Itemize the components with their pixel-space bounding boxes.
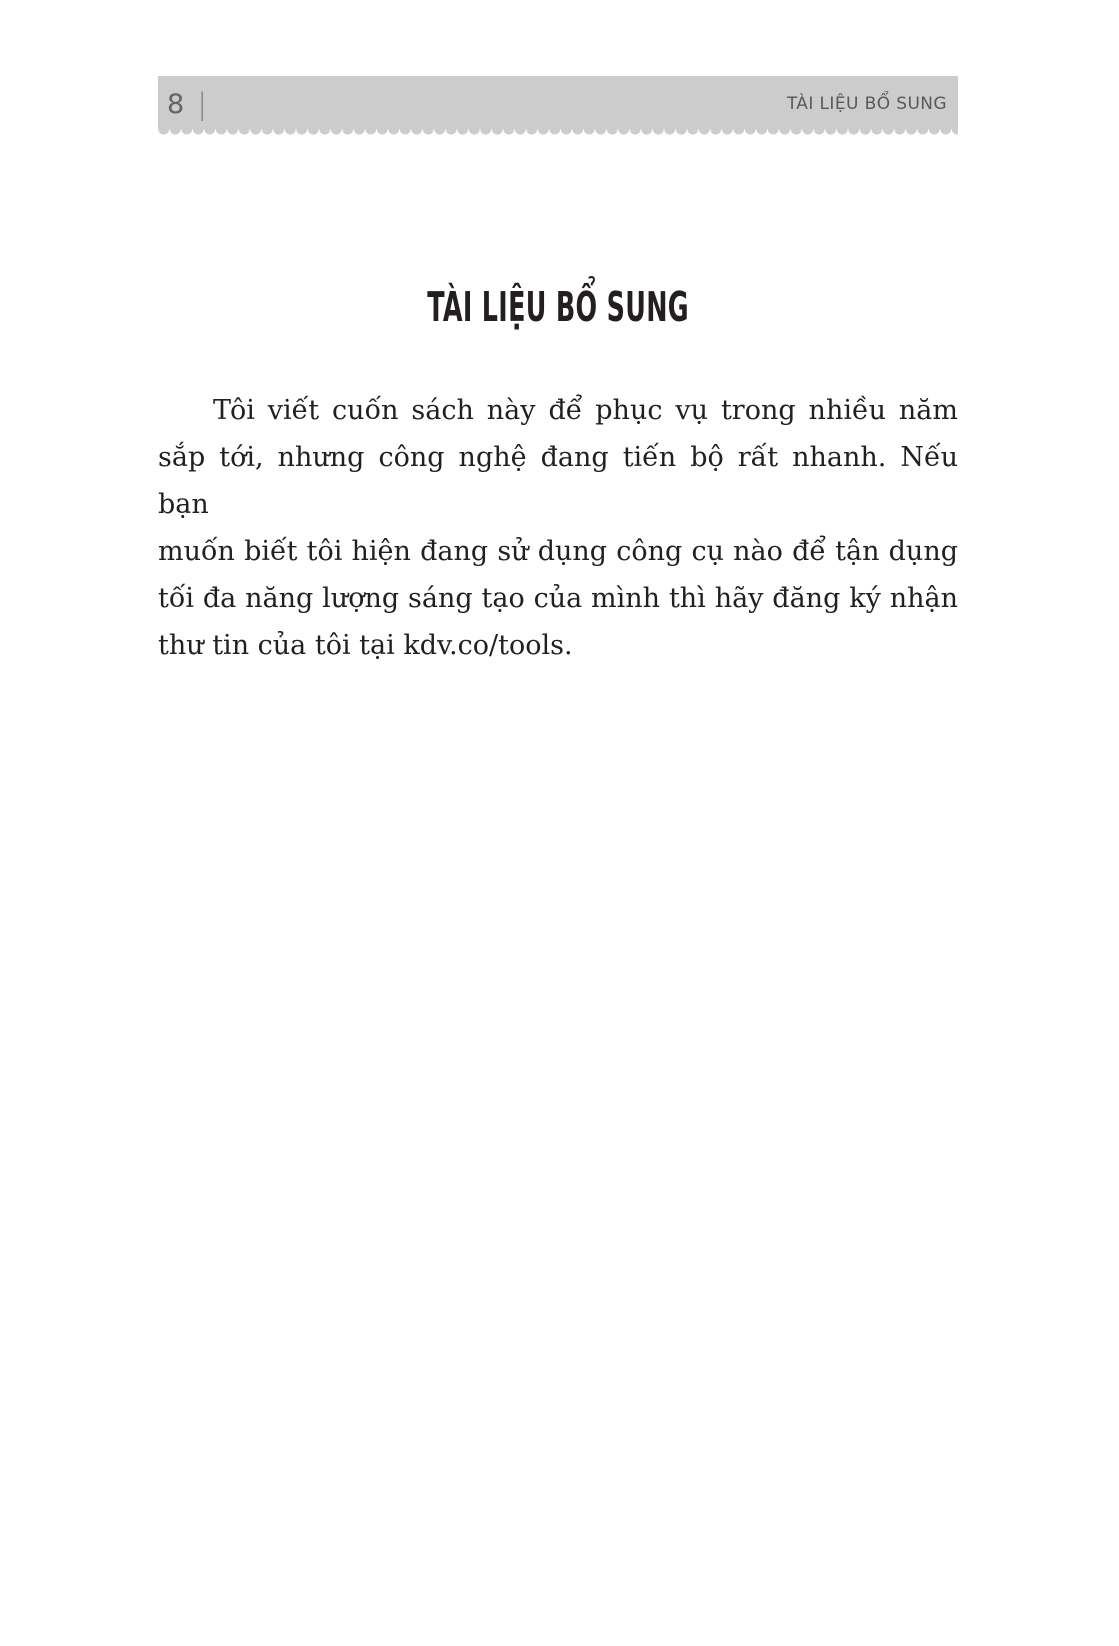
- paragraph-line: sắp tới, nhưng công nghệ đang tiến bộ rất nhanh. Nếu bạn: [158, 442, 958, 520]
- paragraph-line: tối đa năng lượng sáng tạo của mình thì hãy đăng ký nhận: [158, 583, 958, 614]
- paragraph-line: thư tin của tôi tại kdv.co/tools.: [158, 630, 573, 661]
- paragraph-line: Tôi viết cuốn sách này để phục vụ trong nhiều năm: [213, 395, 958, 426]
- content-column: [158, 0, 958, 1646]
- running-title: TÀI LIỆU BỔ SUNG: [786, 93, 947, 114]
- body-paragraph: [158, 387, 958, 669]
- chapter-title-text: TÀI LIỆU BỔ SUNG: [427, 283, 689, 331]
- header-divider: |: [197, 86, 207, 121]
- paragraph-line: muốn biết tôi hiện đang sử dụng công cụ nào để tận dụng: [158, 536, 958, 567]
- page-number: 8: [167, 88, 185, 120]
- chapter-title: [158, 283, 958, 331]
